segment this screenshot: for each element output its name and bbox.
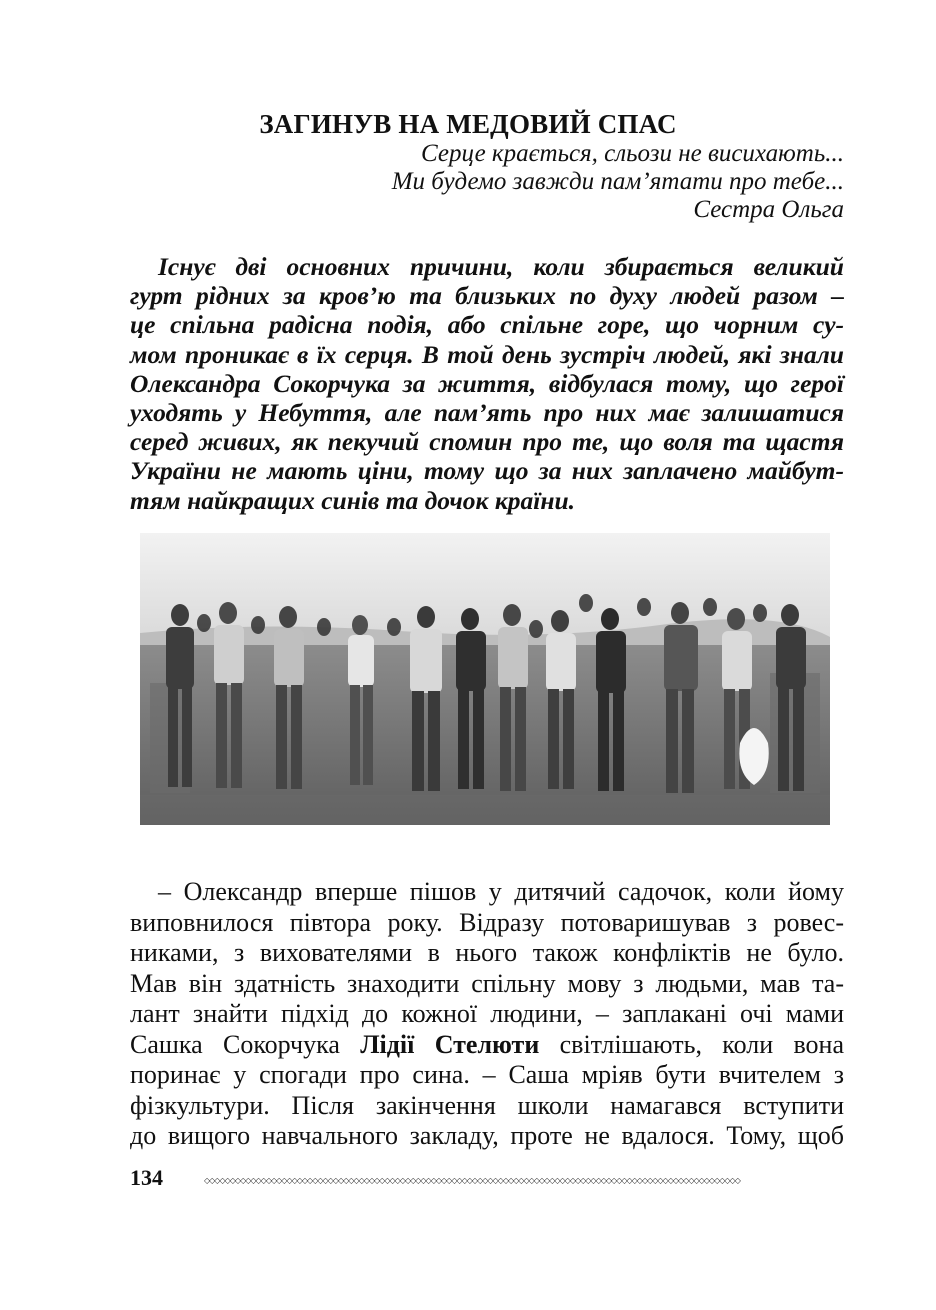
body-line: фізкультури. Після закінчення школи намагався вступити — [130, 1090, 844, 1120]
body-text-fragment: Сашка Сокорчука — [130, 1029, 361, 1059]
body-line: до вищого навчального закладу, проте не вдалося. Тому, щоб — [130, 1121, 844, 1150]
group-photo — [140, 533, 830, 825]
body-line: никами, з вихователями в нього також конфліктів не було. — [130, 938, 844, 967]
body-line: Мав він здатність знаходити спільну мову з людьми, мав та- — [130, 968, 844, 998]
epigraph — [392, 140, 844, 224]
epigraph-line: Серце крається, сльози не висихають... — [421, 140, 844, 167]
intro-line: Існує дві основних причини, коли збирається великий — [158, 252, 844, 281]
intro-line: уходять у Небуття, але пам’ять про них має залишатися — [130, 398, 844, 428]
body-line: – Олександр вперше пішов у дитячий садочок, коли йому — [158, 877, 844, 906]
body-line: лант знайти підхід до кожної людини, – заплакані очі мами — [130, 999, 844, 1028]
footer-ornament: ◇◇◇◇◇◇◇◇◇◇◇◇◇◇◇◇◇◇◇◇◇◇◇◇◇◇◇◇◇◇◇◇◇◇◇◇◇◇◇◇◇◇◇◇◇◇◇◇◇◇◇◇◇◇◇◇◇◇◇◇◇◇◇◇◇◇◇◇◇◇◇◇◇◇◇◇◇◇◇◇◇◇◇◇◇◇◇◇◇◇◇◇◇◇◇◇◇◇◇◇◇◇◇◇ — [204, 1177, 740, 1185]
intro-line: тям найкращих синів та дочок країни. — [130, 485, 576, 515]
intro-line: серед живих, як пекучий спомин про те, що воля та щастя — [130, 427, 844, 457]
intro-line: мом проникає в їх серця. В той день зустріч людей, які знали — [130, 339, 844, 369]
intro-line: це спільна радісна подія, або спільне горе, що чорним су- — [130, 310, 844, 340]
page-footer — [130, 1163, 844, 1193]
intro-line: гурт рідних за кров’ю та близьких по духу людей разом – — [130, 281, 844, 311]
page-number: 134 — [130, 1165, 163, 1190]
intro-line: України не мають ціни, тому що за них заплачено майбут- — [130, 456, 844, 486]
body-line — [130, 1030, 844, 1061]
mother-name: Лідії Стелюти — [360, 1029, 540, 1059]
epigraph-author: Сестра Ольга — [693, 196, 844, 223]
chapter-title: ЗАГИНУВ НА МЕДОВИЙ СПАС — [259, 109, 677, 139]
body-paragraph — [130, 877, 844, 1152]
epigraph-line: Ми будемо завжди пам’ятати про тебе... — [391, 168, 844, 195]
body-text-fragment: світлішають, коли вона — [539, 1029, 844, 1059]
intro-paragraph — [130, 252, 844, 515]
body-line: виповнилося півтора року. Відразу потоваришував з ровес- — [130, 907, 844, 937]
intro-line: Олександра Сокорчука за життя, відбулася тому, що герої — [130, 368, 844, 398]
body-line: поринає у спогади про сина. – Саша мріяв бути вчителем з — [130, 1060, 844, 1089]
